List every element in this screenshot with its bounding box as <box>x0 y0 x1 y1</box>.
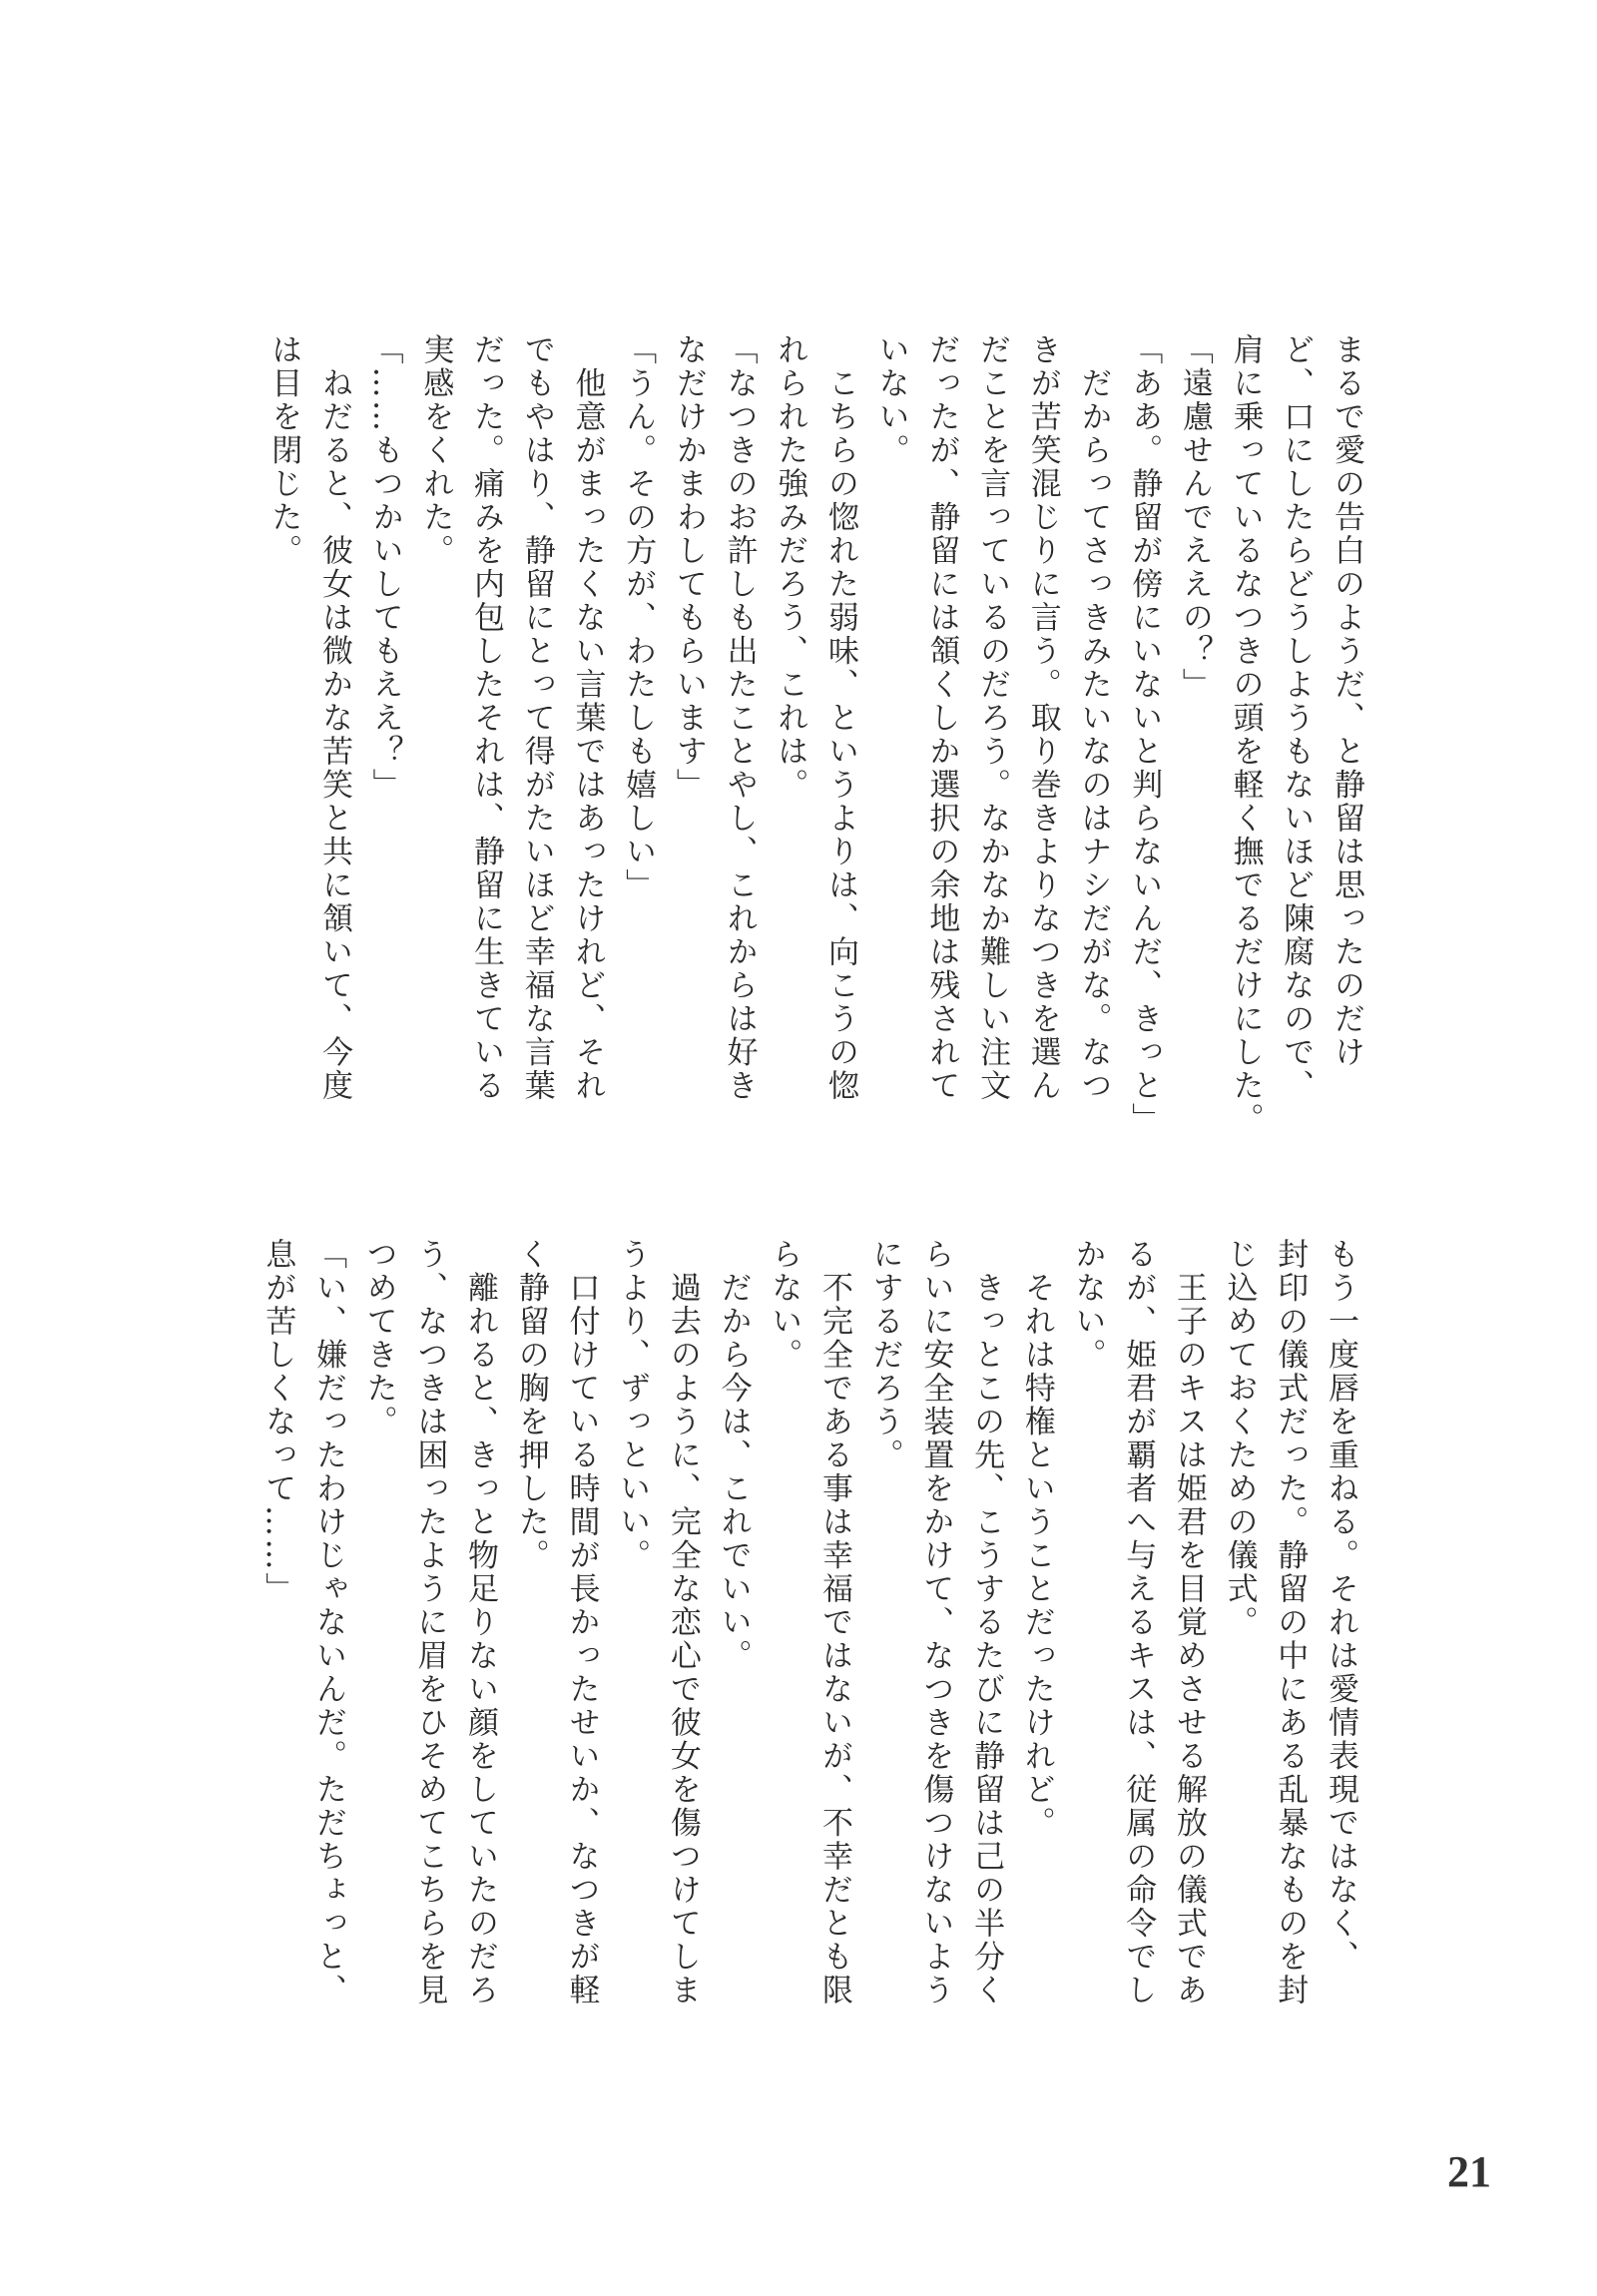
text-column: るが、姫君が覇者へ与えるキスは、従属の命令でし <box>1120 1238 1157 2008</box>
text-column: なだけかまわしてもらいます」 <box>670 333 707 802</box>
text-column: く静留の胸を押した。 <box>512 1238 549 1572</box>
text-column: 封印の儀式だった。静留の中にある乱暴なものを封 <box>1272 1238 1309 2008</box>
text-column: だったが、静留には頷くしか選択の余地は残されて <box>923 333 960 1103</box>
text-column: まるで愛の告白のようだ、と静留は思ったのだけ <box>1329 333 1364 1069</box>
text-column: いない。 <box>872 333 909 467</box>
text-column: だった。痛みを内包したそれは、静留に生きている <box>468 333 505 1103</box>
text-column: 肩に乗っているなつきの頭を軽く撫でるだけにした。 <box>1227 333 1264 1136</box>
text-column: は目を閉じた。 <box>266 333 302 568</box>
text-column: れられた強みだろう、これは。 <box>772 333 808 802</box>
text-column: 息が苦しくなって……」 <box>260 1238 296 1606</box>
text-column: でもやはり、静留にとって得がたいほど幸福な言葉 <box>518 333 555 1103</box>
text-column: つめてきた。 <box>360 1238 397 1438</box>
text-column: かない。 <box>1069 1238 1106 1372</box>
text-column: 他意がまったくない言葉ではあったけれど、それ <box>569 333 606 1103</box>
text-column: 不完全である事は幸福ではないが、不幸だとも限 <box>815 1238 852 2008</box>
text-block-top <box>259 333 1371 1136</box>
text-column: 実感をくれた。 <box>417 333 454 568</box>
text-column: 口付けている時間が長かったせいか、なつきが軽 <box>563 1238 600 2008</box>
text-column: 「うん。その方が、わたしも嬉しい」 <box>620 333 657 902</box>
page-number: 21 <box>1447 2147 1491 2196</box>
text-block-bottom <box>253 1238 1365 2026</box>
text-column: 「遠慮せんでええの？」 <box>1176 333 1213 702</box>
text-column: 「……もつかいしてもええ？」 <box>366 333 403 802</box>
text-column: 「ああ。静留が傍にいないと判らないんだ、きっと」 <box>1126 333 1163 1136</box>
text-column: 過去のように、完全な恋心で彼女を傷つけてしま <box>664 1238 701 2008</box>
text-column: もう一度唇を重ねる。それは愛情表現ではなく、 <box>1323 1238 1358 1974</box>
text-column: じ込めておくための儀式。 <box>1221 1238 1258 1639</box>
text-column: それは特権ということだったけれど。 <box>1018 1238 1055 1840</box>
text-column: うより、ずっといい。 <box>614 1238 651 1572</box>
text-column: だからってさっきみたいなのはナシだがな。なつ <box>1075 333 1112 1103</box>
text-column: 「なつきのお許しも出たことやし、これからは好き <box>721 333 758 1103</box>
text-column: 離れると、きっと物足りない顔をしていたのだろ <box>462 1238 499 2008</box>
text-column: らない。 <box>766 1238 802 1372</box>
text-column: きっとこの先、こうするたびに静留は己の半分く <box>968 1238 1005 2008</box>
text-column: きが苦笑混じりに言う。取り巻きよりなつきを選ん <box>1024 333 1061 1103</box>
text-column: 王子のキスは姫君を目覚めさせる解放の儀式であ <box>1170 1238 1207 2008</box>
text-column: 「い、嫌だったわけじゃないんだ。ただちょっと、 <box>309 1238 346 2008</box>
text-column: う、なつきは困ったように眉をひそめてこちらを見 <box>411 1238 448 2008</box>
text-column: だから今は、これでいい。 <box>715 1238 752 1673</box>
text-column: らいに安全装置をかけて、なつきを傷つけないよう <box>917 1238 954 2008</box>
text-column: ねだると、彼女は微かな苦笑と共に頷いて、今度 <box>315 333 352 1103</box>
text-column: にするだろう。 <box>866 1238 903 1472</box>
text-column: だことを言っているのだろう。なかなか難しい注文 <box>974 333 1011 1103</box>
text-column: ど、口にしたらどうしようもないほど陳腐なので、 <box>1278 333 1315 1103</box>
text-column: こちらの惚れた弱味、というよりは、向こうの惚 <box>821 333 858 1103</box>
